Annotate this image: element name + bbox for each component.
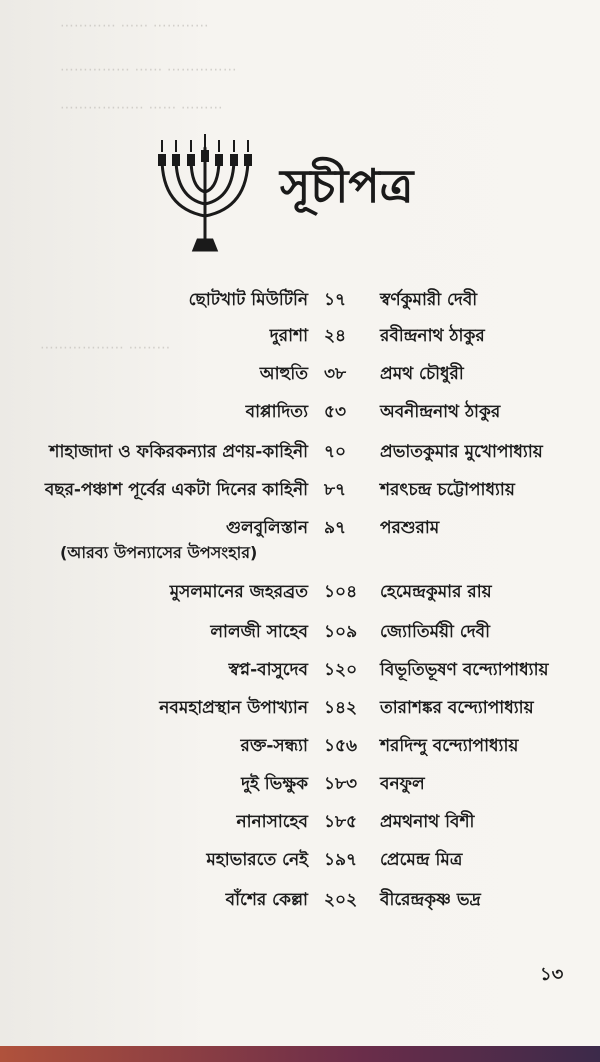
toc-entry bbox=[0, 286, 600, 314]
menorah-icon bbox=[150, 128, 260, 258]
story-title: নানাসাহেব bbox=[236, 812, 308, 832]
page-ref: ১৯৭ bbox=[324, 850, 358, 870]
story-title: শাহাজাদা ও ফকিরকন্যার প্রণয়-কাহিনী bbox=[49, 442, 308, 462]
story-title: মুসলমানের জহরব্রত bbox=[169, 582, 308, 602]
author-name: স্বর্ণকুমারী দেবী bbox=[380, 290, 478, 310]
author-name: প্রভাতকুমার মুখোপাধ্যায় bbox=[380, 442, 543, 462]
story-title: মহাভারতে নেই bbox=[206, 850, 308, 870]
page-ref: ৫৩ bbox=[324, 402, 347, 422]
author-name: রবীন্দ্রনাথ ঠাকুর bbox=[380, 326, 485, 346]
page-number: ১৩ bbox=[540, 964, 564, 985]
toc-entry bbox=[0, 770, 600, 798]
page-ref: ২৪ bbox=[324, 326, 347, 346]
story-title: লালজী সাহেব bbox=[210, 622, 308, 642]
page-ref: ৭০ bbox=[324, 442, 347, 462]
story-subtitle-text: (আরব্য উপন্যাসের উপসংহার) bbox=[60, 543, 258, 562]
author-name: শরৎচন্দ্র চট্টোপাধ্যায় bbox=[380, 480, 515, 500]
author-name: তারাশঙ্কর বন্দ্যোপাধ্যায় bbox=[380, 698, 534, 718]
story-title: রক্ত-সন্ধ্যা bbox=[240, 736, 308, 756]
toc-entry bbox=[0, 514, 600, 542]
page-ref: ৮৭ bbox=[324, 480, 347, 500]
author-name: হেমেন্দ্রকুমার রায় bbox=[380, 582, 492, 602]
story-title: গুলবুলিস্তান bbox=[225, 518, 308, 538]
page-ref: ২০২ bbox=[324, 890, 358, 910]
page-ref: ১৫৬ bbox=[324, 736, 358, 756]
story-title: আহুতি bbox=[259, 364, 308, 384]
author-name: প্রমথনাথ বিশী bbox=[380, 812, 475, 832]
toc-entry bbox=[0, 398, 600, 426]
toc-entry bbox=[0, 438, 600, 466]
author-name: বনফুল bbox=[380, 774, 425, 794]
page-ref: ৯৭ bbox=[324, 518, 347, 538]
author-name: অবনীন্দ্রনাথ ঠাকুর bbox=[380, 402, 501, 422]
story-title: দুই ভিক্ষুক bbox=[241, 774, 308, 794]
author-name: বিভূতিভূষণ বন্দ্যোপাধ্যায় bbox=[380, 660, 549, 680]
toc-entry bbox=[0, 476, 600, 504]
background-surface bbox=[0, 1046, 600, 1062]
story-title: বাঁশের কেল্লা bbox=[225, 890, 308, 910]
page-ref: ১২০ bbox=[324, 660, 358, 680]
page-ref: ১৮৫ bbox=[324, 812, 358, 832]
page-ref: ৩৮ bbox=[324, 364, 347, 384]
page-title: সূচীপত্র bbox=[280, 159, 414, 213]
page-ref: ১০৪ bbox=[324, 582, 358, 602]
author-name: জ্যোতির্ময়ী দেবী bbox=[380, 622, 490, 642]
page-ref: ১৪২ bbox=[324, 698, 358, 718]
page-ref: ১০৯ bbox=[324, 622, 358, 642]
story-title: ছোটখাট মিউটিনি bbox=[188, 290, 308, 310]
toc-entry bbox=[0, 322, 600, 350]
toc-entry bbox=[0, 618, 600, 646]
contents-heading bbox=[150, 128, 450, 268]
page-ref: ১৭ bbox=[324, 290, 347, 310]
page-ref: ১৮৩ bbox=[324, 774, 358, 794]
toc-entry bbox=[0, 732, 600, 760]
story-title: নবমহাপ্রস্থান উপাখ্যান bbox=[159, 698, 308, 718]
bleed-through-text: ⋯⋯⋯⋯⋯ ⋯⋯ ⋯⋯⋯⋯⋯ bbox=[60, 62, 237, 78]
author-name: প্রেমেন্দ্র মিত্র bbox=[380, 850, 463, 870]
story-title: স্বপ্ন-বাসুদেব bbox=[228, 660, 308, 680]
toc-entry bbox=[0, 808, 600, 836]
story-title: বছর-পঞ্চাশ পূর্বের একটা দিনের কাহিনী bbox=[44, 480, 308, 500]
author-name: বীরেন্দ্রকৃষ্ণ ভদ্র bbox=[380, 890, 481, 910]
toc-entry bbox=[0, 846, 600, 874]
author-name: প্রমথ চৌধুরী bbox=[380, 364, 464, 384]
story-title: বাপ্পাদিত্য bbox=[245, 402, 308, 422]
bleed-through-text: ⋯⋯⋯⋯⋯⋯ ⋯⋯⋯ bbox=[40, 340, 171, 356]
toc-entry bbox=[0, 360, 600, 388]
toc-entry bbox=[0, 578, 600, 606]
author-name: শরদিন্দু বন্দ্যোপাধ্যায় bbox=[380, 736, 519, 756]
author-name: পরশুরাম bbox=[380, 518, 440, 538]
bleed-through-text: ⋯⋯⋯⋯ ⋯⋯ ⋯⋯⋯⋯ bbox=[60, 18, 209, 34]
toc-entry bbox=[0, 694, 600, 722]
bleed-through-text: ⋯⋯⋯⋯⋯⋯ ⋯⋯ ⋯⋯⋯ bbox=[60, 100, 223, 116]
story-title: দুরাশা bbox=[269, 326, 308, 346]
toc-entry bbox=[0, 886, 600, 914]
toc-entry bbox=[0, 656, 600, 684]
